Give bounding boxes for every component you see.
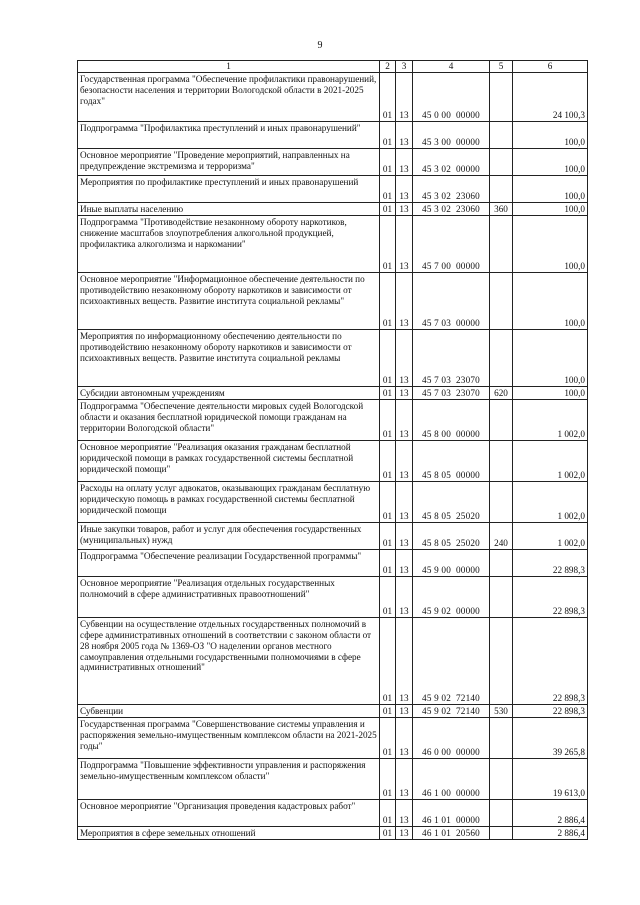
row-target-code: 45 3 00 00000 — [413, 122, 490, 149]
row-subsection: 13 — [396, 523, 413, 550]
row-target-code: 46 1 01 00000 — [413, 800, 490, 827]
row-amount: 2 886,4 — [513, 827, 588, 840]
row-name: Иные выплаты населению — [78, 203, 380, 216]
row-subsection: 13 — [396, 827, 413, 840]
row-target-code: 45 9 02 72140 — [413, 618, 490, 705]
row-section: 01 — [380, 441, 396, 482]
row-target-code: 45 7 03 23070 — [413, 330, 490, 387]
row-amount: 1 002,0 — [513, 523, 588, 550]
row-section: 01 — [380, 550, 396, 577]
row-amount: 19 613,0 — [513, 759, 588, 800]
row-amount: 1 002,0 — [513, 482, 588, 523]
row-subsection: 13 — [396, 441, 413, 482]
row-amount: 2 886,4 — [513, 800, 588, 827]
row-subsection: 13 — [396, 550, 413, 577]
row-name: Основное мероприятие "Информационное обеспечение деятельности по противодействию незаконному обороту наркотиков и зависимости от психоактивных веществ. Развитие института социальной рекламы" — [78, 273, 380, 330]
row-subsection: 13 — [396, 273, 413, 330]
row-section: 01 — [380, 216, 396, 273]
row-name: Мероприятия в сфере земельных отношений — [78, 827, 380, 840]
table-row — [78, 149, 588, 176]
row-expense-type: 530 — [490, 705, 513, 718]
row-expense-type — [490, 577, 513, 618]
row-amount: 100,0 — [513, 273, 588, 330]
row-amount: 100,0 — [513, 122, 588, 149]
row-subsection: 13 — [396, 759, 413, 800]
row-section: 01 — [380, 718, 396, 759]
row-name: Основное мероприятие "Реализация оказания гражданам бесплатной юридической помощи в рамках государственной системы бесплатной юридической помощи" — [78, 441, 380, 482]
row-amount: 22 898,3 — [513, 550, 588, 577]
row-section: 01 — [380, 203, 396, 216]
row-expense-type: 240 — [490, 523, 513, 550]
row-target-code: 45 9 02 72140 — [413, 705, 490, 718]
row-name: Основное мероприятие "Проведение мероприятий, направленных на предупреждение экстремизма и терроризма" — [78, 149, 380, 176]
row-expense-type — [490, 718, 513, 759]
row-expense-type — [490, 550, 513, 577]
row-expense-type — [490, 618, 513, 705]
row-subsection: 13 — [396, 73, 413, 122]
row-name: Подпрограмма "Противодействие незаконному обороту наркотиков, снижение масштабов злоупотребления алкогольной продукцией, профилактика алкоголизма и наркомании" — [78, 216, 380, 273]
row-amount: 24 100,3 — [513, 73, 588, 122]
row-name: Основное мероприятие "Реализация отдельных государственных полномочий в сфере административных правоотношений" — [78, 577, 380, 618]
row-target-code: 45 7 03 00000 — [413, 273, 490, 330]
row-expense-type — [490, 176, 513, 203]
row-amount: 39 265,8 — [513, 718, 588, 759]
row-subsection: 13 — [396, 387, 413, 400]
row-section: 01 — [380, 400, 396, 441]
row-subsection: 13 — [396, 618, 413, 705]
row-section: 01 — [380, 149, 396, 176]
row-section: 01 — [380, 387, 396, 400]
row-section: 01 — [380, 176, 396, 203]
row-target-code: 45 8 05 25020 — [413, 482, 490, 523]
table-row — [78, 523, 588, 550]
table-row — [78, 387, 588, 400]
row-expense-type — [490, 122, 513, 149]
row-target-code: 45 7 00 00000 — [413, 216, 490, 273]
row-section: 01 — [380, 577, 396, 618]
row-name: Государственная программа "Обеспечение профилактики правонарушений, безопасности населения и территории Вологодской области в 2021-2025 годах" — [78, 73, 380, 122]
row-amount: 1 002,0 — [513, 400, 588, 441]
row-expense-type — [490, 441, 513, 482]
row-expense-type — [490, 330, 513, 387]
table-row — [78, 176, 588, 203]
table-row — [78, 618, 588, 705]
row-expense-type — [490, 759, 513, 800]
row-subsection: 13 — [396, 577, 413, 618]
row-amount: 100,0 — [513, 176, 588, 203]
row-subsection: 13 — [396, 203, 413, 216]
row-target-code: 45 8 00 00000 — [413, 400, 490, 441]
table-row — [78, 705, 588, 718]
row-name: Подпрограмма "Повышение эффективности управления и распоряжения земельно-имущественным комплексом области" — [78, 759, 380, 800]
row-subsection: 13 — [396, 718, 413, 759]
header-col-3: 3 — [396, 61, 413, 73]
table-row — [78, 273, 588, 330]
row-subsection: 13 — [396, 216, 413, 273]
table-row — [78, 330, 588, 387]
row-subsection: 13 — [396, 800, 413, 827]
row-subsection: 13 — [396, 482, 413, 523]
row-target-code: 45 9 02 00000 — [413, 577, 490, 618]
row-amount: 100,0 — [513, 387, 588, 400]
row-subsection: 13 — [396, 400, 413, 441]
row-target-code: 45 8 05 00000 — [413, 441, 490, 482]
table-row — [78, 759, 588, 800]
row-section: 01 — [380, 618, 396, 705]
table-row — [78, 577, 588, 618]
row-section: 01 — [380, 482, 396, 523]
row-section: 01 — [380, 759, 396, 800]
table-row — [78, 400, 588, 441]
row-name: Мероприятия по профилактике преступлений и иных правонарушений — [78, 176, 380, 203]
table-row — [78, 800, 588, 827]
table-row — [78, 203, 588, 216]
row-name: Подпрограмма "Профилактика преступлений и иных правонарушений" — [78, 122, 380, 149]
row-name: Государственная программа "Совершенствование системы управления и распоряжения земельно-имущественным комплексом области на 2021-2025 годы" — [78, 718, 380, 759]
row-name: Субсидии автономным учреждениям — [78, 387, 380, 400]
row-subsection: 13 — [396, 330, 413, 387]
row-subsection: 13 — [396, 122, 413, 149]
header-col-1: 1 — [78, 61, 380, 73]
row-name: Расходы на оплату услуг адвокатов, оказывающих гражданам бесплатную юридическую помощь в рамках государственной системы бесплатной юридической помощи — [78, 482, 380, 523]
row-target-code: 45 8 05 25020 — [413, 523, 490, 550]
row-expense-type: 360 — [490, 203, 513, 216]
row-expense-type — [490, 827, 513, 840]
row-amount: 100,0 — [513, 149, 588, 176]
header-col-4: 4 — [413, 61, 490, 73]
row-target-code: 45 3 02 23060 — [413, 203, 490, 216]
row-expense-type: 620 — [490, 387, 513, 400]
row-expense-type — [490, 800, 513, 827]
table-row — [78, 122, 588, 149]
row-subsection: 13 — [396, 705, 413, 718]
table-row — [78, 482, 588, 523]
row-section: 01 — [380, 705, 396, 718]
header-row — [78, 61, 588, 73]
row-expense-type — [490, 273, 513, 330]
header-col-5: 5 — [490, 61, 513, 73]
row-expense-type — [490, 400, 513, 441]
row-amount: 100,0 — [513, 330, 588, 387]
row-section: 01 — [380, 330, 396, 387]
row-target-code: 46 1 01 20560 — [413, 827, 490, 840]
row-expense-type — [490, 482, 513, 523]
table-row — [78, 73, 588, 122]
row-amount: 22 898,3 — [513, 618, 588, 705]
row-subsection: 13 — [396, 149, 413, 176]
row-target-code: 46 0 00 00000 — [413, 718, 490, 759]
row-name: Иные закупки товаров, работ и услуг для обеспечения государственных (муниципальных) нужд — [78, 523, 380, 550]
table-row — [78, 827, 588, 840]
row-amount: 1 002,0 — [513, 441, 588, 482]
row-name: Субвенции — [78, 705, 380, 718]
row-expense-type — [490, 73, 513, 122]
header-col-6: 6 — [513, 61, 588, 73]
row-name: Подпрограмма "Обеспечение реализации Государственной программы" — [78, 550, 380, 577]
row-expense-type — [490, 149, 513, 176]
table-row — [78, 718, 588, 759]
row-subsection: 13 — [396, 176, 413, 203]
row-section: 01 — [380, 273, 396, 330]
budget-table — [77, 60, 588, 840]
table-row — [78, 550, 588, 577]
row-section: 01 — [380, 523, 396, 550]
row-section: 01 — [380, 800, 396, 827]
row-name: Мероприятия по информационному обеспечению деятельности по противодействию незаконному обороту наркотиков и зависимости от психоактивных веществ. Развитие института социальной рекламы — [78, 330, 380, 387]
table-row — [78, 441, 588, 482]
row-expense-type — [490, 216, 513, 273]
row-name: Субвенции на осуществление отдельных государственных полномочий в сфере административных отношений в соответствии с законом области от 28 ноября 2005 года № 1369-ОЗ "О наделении органов местного самоуправления отдельными государственными полномочиями в сфере административных отношений" — [78, 618, 380, 705]
row-amount: 100,0 — [513, 203, 588, 216]
page-number: 9 — [317, 40, 323, 51]
table-row — [78, 216, 588, 273]
header-col-2: 2 — [380, 61, 396, 73]
row-target-code: 45 3 02 00000 — [413, 149, 490, 176]
row-target-code: 46 1 00 00000 — [413, 759, 490, 800]
row-target-code: 45 7 03 23070 — [413, 387, 490, 400]
row-amount: 22 898,3 — [513, 577, 588, 618]
row-section: 01 — [380, 827, 396, 840]
row-name: Основное мероприятие "Организация проведения кадастровых работ" — [78, 800, 380, 827]
row-amount: 100,0 — [513, 216, 588, 273]
row-target-code: 45 9 00 00000 — [413, 550, 490, 577]
row-amount: 22 898,3 — [513, 705, 588, 718]
row-target-code: 45 3 02 23060 — [413, 176, 490, 203]
row-target-code: 45 0 00 00000 — [413, 73, 490, 122]
row-name: Подпрограмма "Обеспечение деятельности мировых судей Вологодской области и оказания бесплатной юридической помощи гражданам на территории Вологодской области" — [78, 400, 380, 441]
row-section: 01 — [380, 73, 396, 122]
row-section: 01 — [380, 122, 396, 149]
